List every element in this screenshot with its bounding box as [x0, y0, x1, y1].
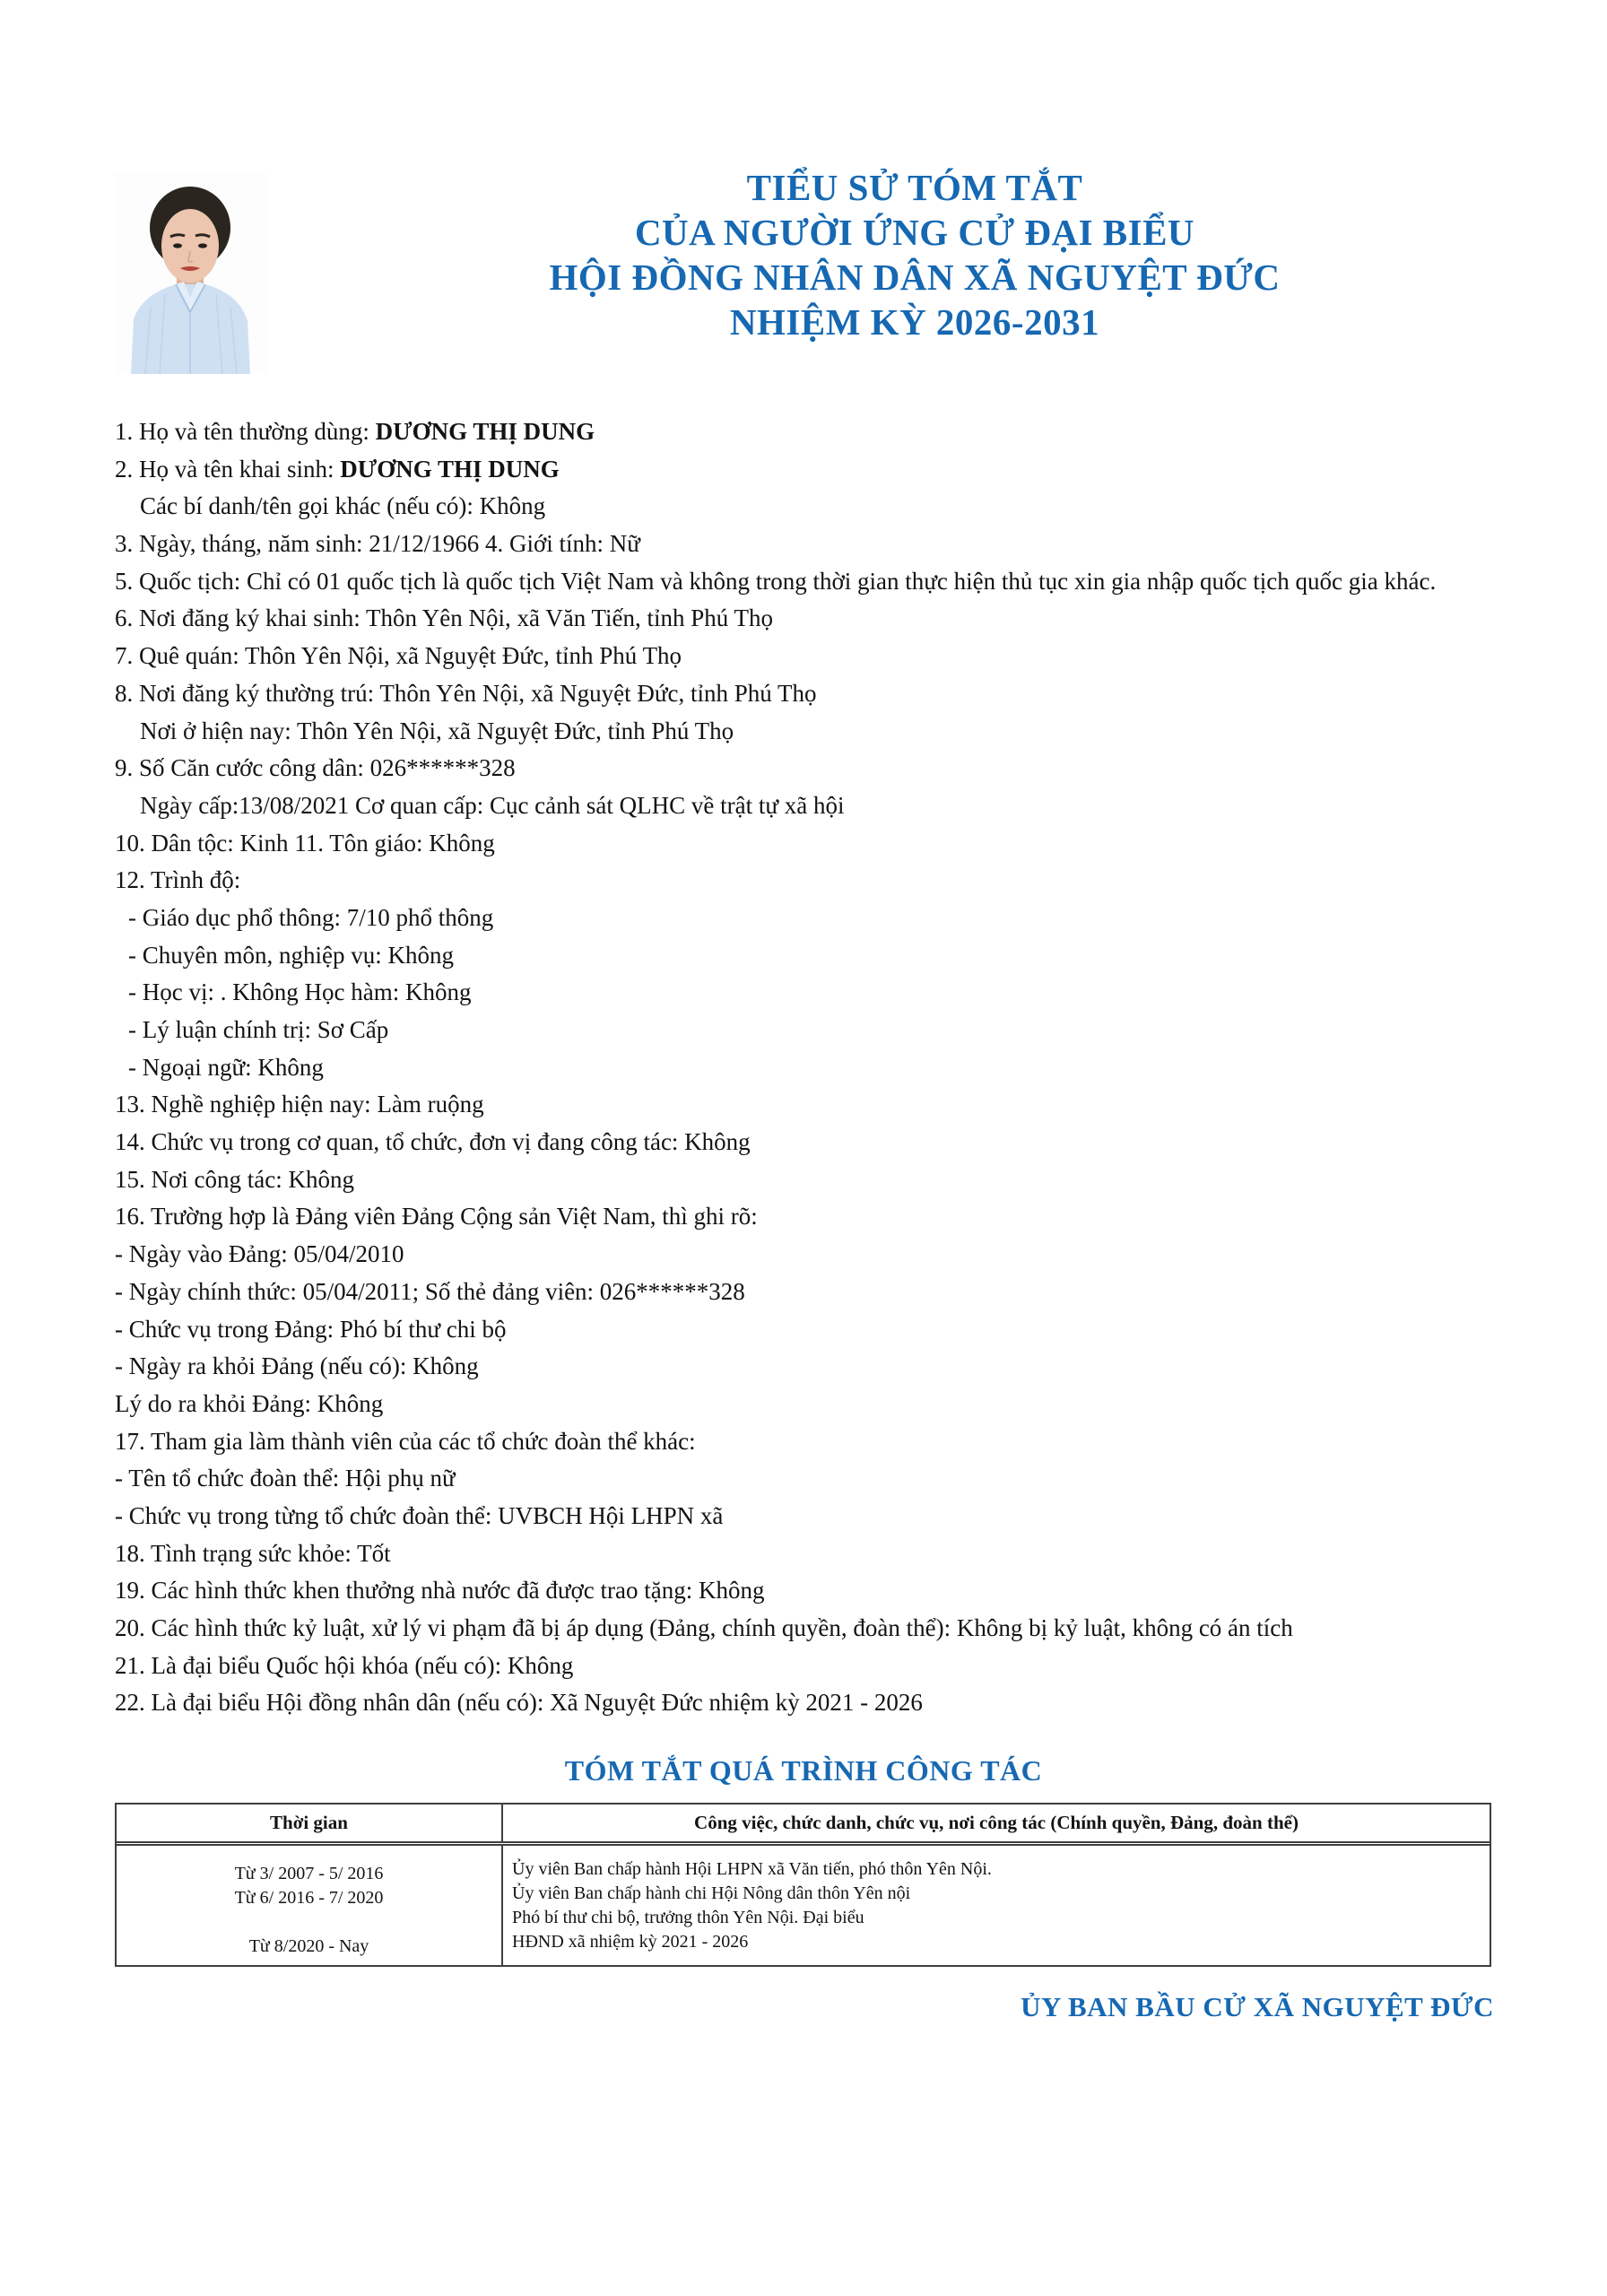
election-committee-signature: ỦY BAN BẦU CỬ XÃ NGUYỆT ĐỨC [1021, 1991, 1494, 2022]
profile-text: 2. Họ và tên khai sinh: [115, 455, 341, 483]
profile-text: - Giáo dục phổ thông: 7/10 phổ thông [128, 903, 494, 931]
profile-item [115, 1348, 1585, 1386]
column-header-job: Công việc, chức danh, chức vụ, nơi công tác (Chính quyền, Đảng, đoàn thể) [694, 1812, 1299, 1833]
profile-item [115, 937, 1585, 975]
cell-duties [503, 1846, 1490, 1965]
profile-item [115, 600, 1585, 638]
profile-item [115, 1386, 1585, 1423]
profile-text: 5. Quốc tịch: Chỉ có 01 quốc tịch là quốc tịch Việt Nam và không trong thời gian thực hiện thủ tục xin gia nhập quốc tịch quốc gia khác. [115, 567, 1437, 595]
profile-text: 10. Dân tộc: Kinh 11. Tôn giáo: Không [115, 829, 495, 857]
profile-item [115, 1161, 1585, 1199]
profile-item [115, 1535, 1585, 1573]
profile-list [115, 413, 1585, 1722]
profile-item [115, 1648, 1585, 1685]
profile-text: 1. Họ và tên thường dùng: [115, 418, 376, 445]
profile-item [115, 1572, 1585, 1610]
duty-entry: HĐND xã nhiệm kỳ 2021 - 2026 [512, 1932, 749, 1952]
profile-item [115, 825, 1585, 863]
profile-item [115, 413, 1585, 451]
profile-value-bold: DƯƠNG THỊ DUNG [375, 418, 595, 445]
profile-item [115, 526, 1585, 563]
profile-text: 12. Trình độ: [115, 866, 241, 894]
profile-text: - Ngày ra khỏi Đảng (nếu có): Không [115, 1352, 479, 1380]
profile-item [115, 1236, 1585, 1274]
cell-periods [117, 1846, 503, 1965]
title-line: TIỂU SỬ TÓM TẮT [746, 167, 1083, 208]
column-header-time: Thời gian [117, 1805, 503, 1841]
profile-text: 13. Nghề nghiệp hiện nay: Làm ruộng [115, 1091, 484, 1118]
profile-item [115, 900, 1585, 937]
profile-item [115, 750, 1585, 787]
profile-text: 22. Là đại biểu Hội đồng nhân dân (nếu có): Xã Nguyệt Đức nhiệm kỳ 2021 - 2026 [115, 1689, 923, 1717]
profile-text: - Chức vụ trong từng tổ chức đoàn thể: UVBCH Hội LHPN xã [115, 1501, 724, 1529]
candidate-photo [115, 172, 266, 374]
period-entry: Từ 3/ 2007 - 5/ 2016 [234, 1864, 384, 1883]
profile-value-bold: DƯƠNG THỊ DUNG [340, 455, 560, 483]
profile-item [115, 1460, 1585, 1498]
profile-text: - Học vị: . Không Học hàm: Không [128, 978, 472, 1006]
document-title [269, 165, 1560, 344]
profile-item [115, 713, 1585, 751]
profile-text: 8. Nơi đăng ký thường trú: Thôn Yên Nội, xã Nguyệt Đức, tỉnh Phú Thọ [115, 679, 817, 707]
profile-item [115, 488, 1585, 526]
profile-text: 18. Tình trạng sức khỏe: Tốt [115, 1539, 391, 1567]
profile-text: Các bí danh/tên gọi khác (nếu có): Không [140, 492, 546, 520]
profile-text: 20. Các hình thức kỷ luật, xử lý vi phạm đã bị áp dụng (Đảng, chính quyền, đoàn thể): Không bị kỷ luật, không có án tích [115, 1614, 1293, 1641]
table-header-row [117, 1805, 1490, 1846]
profile-text: 14. Chức vụ trong cơ quan, tổ chức, đơn vị đang công tác: Không [115, 1128, 751, 1156]
profile-text: 19. Các hình thức khen thưởng nhà nước đã được trao tặng: Không [115, 1577, 765, 1605]
profile-text: 16. Trường hợp là Đảng viên Đảng Cộng sản Việt Nam, thì ghi rõ: [115, 1203, 758, 1231]
candidate-photo-image [115, 172, 266, 374]
profile-text: 6. Nơi đăng ký khai sinh: Thôn Yên Nội, xã Văn Tiến, tỉnh Phú Thọ [115, 604, 774, 632]
profile-item [115, 1086, 1585, 1124]
title-line: HỘI ĐỒNG NHÂN DÂN XÃ NGUYỆT ĐỨC [549, 257, 1281, 298]
profile-item [115, 451, 1585, 489]
profile-item [115, 862, 1585, 900]
profile-item [115, 1198, 1585, 1236]
profile-text: 17. Tham gia làm thành viên của các tổ chức đoàn thể khác: [115, 1427, 696, 1455]
profile-item [115, 1684, 1585, 1722]
profile-text: 7. Quê quán: Thôn Yên Nội, xã Nguyệt Đức, tỉnh Phú Thọ [115, 642, 682, 670]
duty-entry: Phó bí thư chi bộ, trưởng thôn Yên Nội. Đại biểu [512, 1908, 864, 1927]
profile-item [115, 1049, 1585, 1087]
profile-text: Ngày cấp:13/08/2021 Cơ quan cấp: Cục cảnh sát QLHC về trật tự xã hội [140, 791, 845, 819]
title-line: CỦA NGƯỜI ỨNG CỬ ĐẠI BIỂU [634, 212, 1195, 253]
profile-item [115, 1423, 1585, 1461]
profile-text: - Ngày chính thức: 05/04/2011; Số thẻ đảng viên: 026******328 [115, 1277, 745, 1305]
profile-text: Lý do ra khỏi Đảng: Không [115, 1389, 384, 1417]
profile-item [115, 787, 1585, 825]
profile-text: - Chuyên môn, nghiệp vụ: Không [128, 941, 454, 969]
period-entry: Từ 6/ 2016 - 7/ 2020 [234, 1888, 384, 1908]
profile-text: 3. Ngày, tháng, năm sinh: 21/12/1966 4. Giới tính: Nữ [115, 530, 640, 558]
title-line: NHIỆM KỲ 2026-2031 [729, 301, 1100, 343]
profile-item [115, 1124, 1585, 1161]
profile-text: 21. Là đại biểu Quốc hội khóa (nếu có): Không [115, 1651, 574, 1679]
work-history-table [115, 1803, 1491, 1967]
profile-text: - Lý luận chính trị: Sơ Cấp [128, 1016, 389, 1043]
profile-text: - Ngoại ngữ: Không [128, 1053, 324, 1081]
profile-item [115, 1311, 1585, 1349]
profile-text: 15. Nơi công tác: Không [115, 1165, 354, 1193]
profile-text: - Chức vụ trong Đảng: Phó bí thư chi bộ [115, 1315, 507, 1343]
profile-item [115, 1274, 1585, 1311]
profile-item [115, 974, 1585, 1012]
duty-entry: Ủy viên Ban chấp hành Hội LHPN xã Văn tiến, phó thôn Yên Nội. [512, 1859, 992, 1879]
profile-item [115, 1012, 1585, 1049]
profile-item [115, 1610, 1585, 1648]
profile-text: 9. Số Căn cước công dân: 026******328 [115, 754, 516, 782]
profile-item [115, 675, 1585, 713]
table-body-row [117, 1846, 1490, 1965]
profile-item [115, 563, 1585, 601]
profile-item [115, 1498, 1585, 1535]
profile-item [115, 638, 1585, 675]
duty-entry: Ủy viên Ban chấp hành chi Hội Nông dân thôn Yên nội [512, 1883, 911, 1903]
profile-text: - Tên tổ chức đoàn thể: Hội phụ nữ [115, 1465, 456, 1492]
work-history-heading: TÓM TẮT QUÁ TRÌNH CÔNG TÁC [564, 1754, 1043, 1787]
profile-text: Nơi ở hiện nay: Thôn Yên Nội, xã Nguyệt Đức, tỉnh Phú Thọ [140, 717, 734, 744]
profile-text: - Ngày vào Đảng: 05/04/2010 [115, 1240, 404, 1268]
period-entry: Từ 8/2020 - Nay [248, 1936, 369, 1956]
